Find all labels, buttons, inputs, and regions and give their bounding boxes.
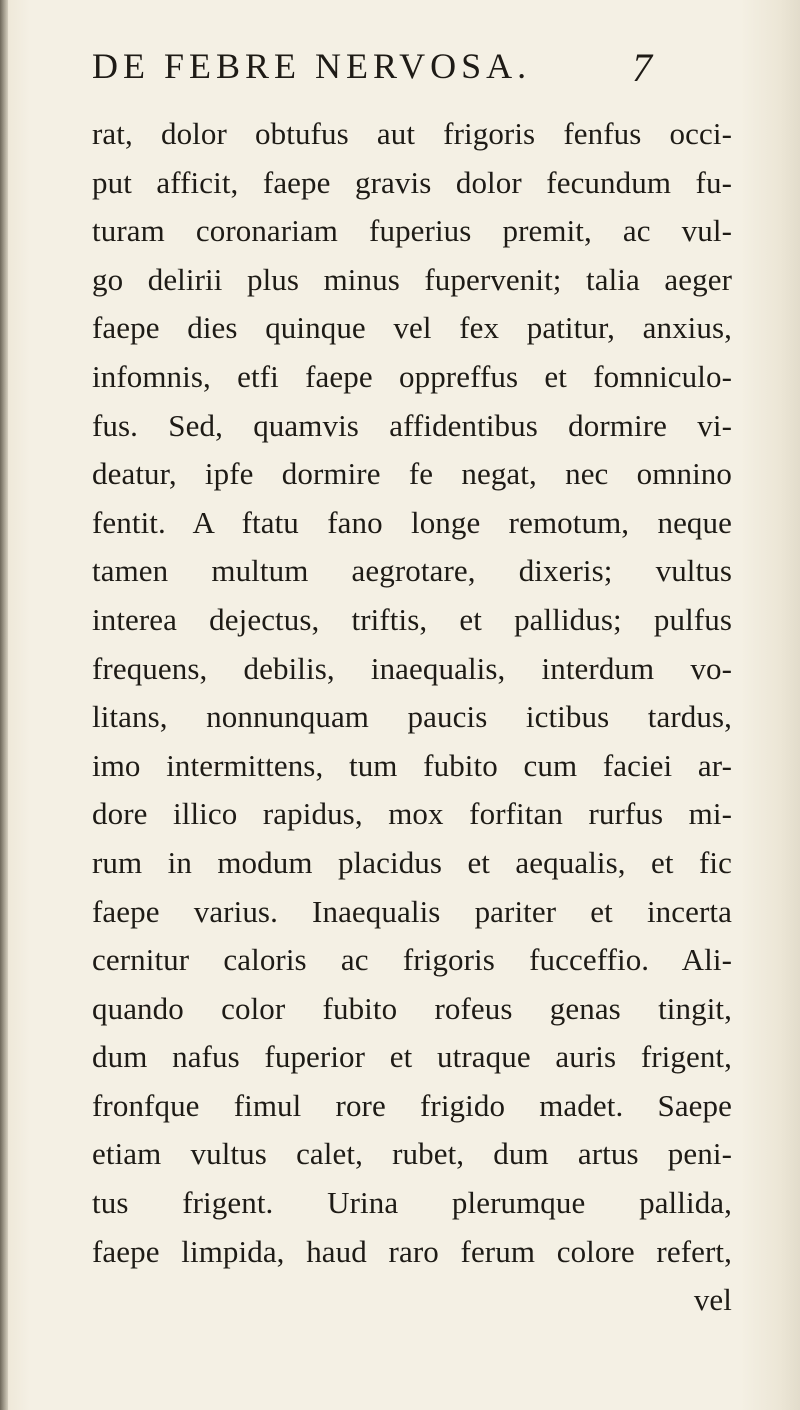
text-line: litans, nonnunquam paucis ictibus tardus, <box>92 699 732 735</box>
running-title: DE FEBRE NERVOSA. <box>92 46 532 86</box>
text-line: dore illico rapidus, mox forfitan rurfus mi- <box>92 796 732 832</box>
text-line: frequens, debilis, inaequalis, interdum vo- <box>92 650 732 686</box>
text-line: faepe limpida, haud raro ferum colore refert, <box>92 1233 732 1269</box>
text-line: fentit. A ftatu fano longe remotum, neque <box>92 504 732 540</box>
text-line: etiam vultus calet, rubet, dum artus peni- <box>92 1136 732 1172</box>
text-line: tamen multum aegrotare, dixeris; vultus <box>92 553 732 589</box>
binding-edge <box>0 0 8 1410</box>
text-line: infomnis, etfi faepe oppreffus et fomniculo- <box>92 358 732 394</box>
body-text <box>92 110 732 1325</box>
page-number: 7 <box>632 45 652 90</box>
text-line: fus. Sed, quamvis affidentibus dormire vi- <box>92 407 732 443</box>
text-line: cernitur caloris ac frigoris fucceffio. Ali- <box>92 942 732 978</box>
text-line: interea dejectus, triftis, et pallidus; pulfus <box>92 601 732 637</box>
text-line: put afficit, faepe gravis dolor fecundum fu- <box>92 164 732 200</box>
text-line: fronfque fimul rore frigido madet. Saepe <box>92 1087 732 1123</box>
text-line: rat, dolor obtufus aut frigoris fenfus occi- <box>92 116 732 151</box>
catchword: vel <box>693 1282 732 1318</box>
text-line: tus frigent. Urina plerumque pallida, <box>92 1185 732 1221</box>
text-line: dum nafus fuperior et utraque auris frigent, <box>92 1039 732 1075</box>
text-line: quando color fubito rofeus genas tingit, <box>92 990 732 1026</box>
text-line: turam coronariam fuperius premit, ac vul- <box>92 213 732 249</box>
text-line: faepe varius. Inaequalis pariter et incerta <box>92 893 732 929</box>
text-line: rum in modum placidus et aequalis, et fic <box>92 844 732 880</box>
text-line: faepe dies quinque vel fex patitur, anxius, <box>92 310 732 346</box>
text-line: deatur, ipfe dormire fe negat, nec omnino <box>92 456 732 492</box>
text-line: go delirii plus minus fupervenit; talia aeger <box>92 261 732 297</box>
text-line: imo intermittens, tum fubito cum faciei ar- <box>92 747 732 783</box>
